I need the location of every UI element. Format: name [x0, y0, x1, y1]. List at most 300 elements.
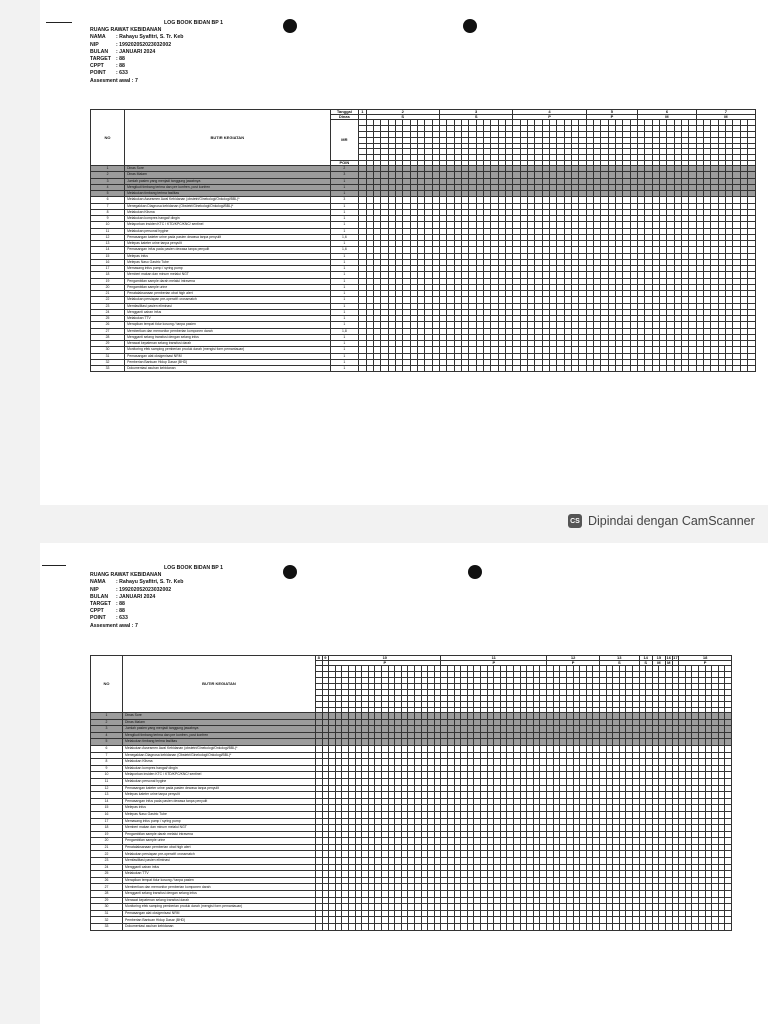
tally-cell [441, 884, 448, 891]
tally-cell [375, 726, 382, 733]
tally-cell [480, 798, 487, 805]
tally-cell [348, 904, 355, 911]
assessment-text: Assesment awal : 7 [90, 622, 138, 629]
tally-cell [553, 713, 560, 720]
row-number: 18 [91, 272, 125, 278]
tally-cell [639, 877, 646, 884]
tally-cell [533, 745, 540, 752]
tally-cell [606, 877, 613, 884]
tally-cell [599, 752, 606, 759]
tally-cell [520, 778, 527, 785]
tally-cell [580, 877, 587, 884]
tally-cell [494, 752, 501, 759]
tally-cell [566, 798, 573, 805]
tally-cell [355, 726, 362, 733]
tally-cell [395, 719, 402, 726]
tally-cell [593, 818, 600, 825]
tally-cell [454, 831, 461, 838]
tally-cell [513, 818, 520, 825]
tally-cell [712, 825, 719, 832]
tally-cell [408, 811, 415, 818]
row-activity: Merapikan tempat tidur kosong / tanpa pasien [125, 322, 330, 328]
tally-cell [593, 825, 600, 832]
tally-cell [395, 713, 402, 720]
tally-cell [613, 778, 620, 785]
tally-cell [454, 864, 461, 871]
tally-cell [454, 792, 461, 799]
tally-cell [401, 825, 408, 832]
tally-cell [454, 798, 461, 805]
tally-cell [557, 366, 564, 372]
tally-cell [705, 838, 712, 845]
tally-cell [441, 825, 448, 832]
header-field-value: : 199202052023032002 [116, 586, 172, 593]
tally-cell [679, 825, 686, 832]
header-poin: POIN [330, 161, 359, 166]
tally-cell [395, 858, 402, 865]
tally-cell [507, 871, 514, 878]
tally-cell [441, 811, 448, 818]
tally-cell [368, 726, 375, 733]
tally-cell [454, 811, 461, 818]
tally-cell [316, 897, 323, 904]
date-header: 17 [673, 655, 678, 660]
tally-cell [388, 752, 395, 759]
row-activity: Melakukan kompres hangat/ dingin [123, 765, 316, 772]
tally-cell [375, 884, 382, 891]
tally-cell [355, 910, 362, 917]
tally-cell [362, 745, 369, 752]
tally-cell [487, 792, 494, 799]
tally-cell [388, 778, 395, 785]
tally-cell [613, 785, 620, 792]
tally-cell [355, 864, 362, 871]
date-header: 14 [639, 656, 652, 661]
tally-cell [712, 713, 719, 720]
tally-cell [712, 838, 719, 845]
tally-cell [639, 778, 646, 785]
tally-cell [626, 745, 633, 752]
tally-cell [362, 811, 369, 818]
tally-cell [599, 778, 606, 785]
tally-cell [448, 904, 455, 911]
tally-cell [362, 772, 369, 779]
tally-cell [573, 858, 580, 865]
tally-cell [421, 726, 428, 733]
tally-cell [487, 759, 494, 766]
tally-cell [342, 891, 349, 898]
tally-cell [639, 805, 646, 812]
tally-cell [659, 864, 666, 871]
tally-cell [368, 772, 375, 779]
tally-cell [725, 871, 732, 878]
shift-header: P [441, 661, 547, 666]
tally-cell [513, 726, 520, 733]
tally-cell [646, 752, 653, 759]
tally-cell [527, 884, 534, 891]
tally-cell [619, 785, 626, 792]
tally-cell [348, 805, 355, 812]
camscanner-watermark [568, 514, 755, 528]
tally-cell [674, 366, 681, 372]
tally-cell [619, 713, 626, 720]
tally-cell [679, 811, 686, 818]
tally-cell [632, 884, 639, 891]
tally-cell [692, 732, 699, 739]
tally-cell [580, 825, 587, 832]
tally-cell [672, 739, 679, 746]
tally-cell [474, 825, 481, 832]
tally-cell [646, 904, 653, 911]
tally-cell [698, 732, 705, 739]
tally-cell [401, 726, 408, 733]
tally-cell [322, 732, 329, 739]
tally-cell [586, 805, 593, 812]
tally-cell [667, 366, 674, 372]
row-activity: Mengganti selang transfusi dengan selang infus [123, 891, 316, 898]
tally-cell [388, 904, 395, 911]
tally-cell [712, 904, 719, 911]
tally-cell [474, 726, 481, 733]
tally-cell [487, 778, 494, 785]
tally-cell [454, 825, 461, 832]
row-activity: Monitoring efek samping pemberian produk darah (mengisi form pemantauan) [125, 347, 330, 353]
tally-cell [461, 785, 468, 792]
tally-cell [665, 897, 672, 904]
tally-cell [434, 752, 441, 759]
tally-cell [507, 904, 514, 911]
tally-cell [725, 838, 732, 845]
tally-cell [692, 798, 699, 805]
tally-cell [613, 904, 620, 911]
tally-cell [454, 891, 461, 898]
tally-cell [632, 844, 639, 851]
tally-cell [414, 792, 421, 799]
row-number: 29 [91, 897, 123, 904]
tally-cell [441, 818, 448, 825]
tally-cell [395, 745, 402, 752]
header-field [90, 579, 223, 586]
tally-cell [560, 765, 567, 772]
tally-cell [579, 366, 586, 372]
row-activity: Pemasangan kateter urine pada pasien dewasa tanpa penyulit [123, 785, 316, 792]
table-row [91, 772, 732, 779]
row-number: 10 [91, 222, 125, 228]
tally-cell [712, 792, 719, 799]
tally-cell [500, 851, 507, 858]
tally-cell [632, 732, 639, 739]
tally-cell [342, 798, 349, 805]
tally-cell [560, 904, 567, 911]
tally-cell [494, 785, 501, 792]
tally-cell [474, 877, 481, 884]
row-poin: 1 [330, 291, 359, 297]
tally-cell [698, 745, 705, 752]
tally-cell [348, 825, 355, 832]
row-poin: 1 [330, 303, 359, 309]
tally-cell [540, 792, 547, 799]
tally-cell [428, 759, 435, 766]
tally-cell [639, 884, 646, 891]
tally-cell [560, 871, 567, 878]
tally-cell [619, 877, 626, 884]
tally-cell [513, 884, 520, 891]
tally-cell [362, 732, 369, 739]
tally-cell [593, 838, 600, 845]
tally-cell [586, 772, 593, 779]
tally-cell [665, 713, 672, 720]
header-field-label: POINT [90, 70, 106, 77]
tally-cell [718, 713, 725, 720]
tally-cell [646, 713, 653, 720]
tally-cell [689, 366, 696, 372]
tally-cell [428, 858, 435, 865]
header-field-label: TARGET [90, 56, 111, 63]
tally-cell [500, 745, 507, 752]
punch-hole [283, 565, 297, 579]
tally-cell [448, 778, 455, 785]
tally-cell [322, 713, 329, 720]
tally-cell [599, 785, 606, 792]
tally-cell [401, 844, 408, 851]
tally-cell [725, 805, 732, 812]
tally-cell [329, 910, 336, 917]
tally-cell [619, 732, 626, 739]
row-number: 28 [91, 891, 123, 898]
tally-cell [401, 858, 408, 865]
tally-cell [467, 765, 474, 772]
tally-cell [494, 884, 501, 891]
tally-cell [428, 785, 435, 792]
tally-cell [547, 785, 554, 792]
tally-cell [712, 778, 719, 785]
tally-cell [355, 719, 362, 726]
tally-cell [414, 838, 421, 845]
tally-cell [428, 792, 435, 799]
tally-cell [425, 366, 432, 372]
tally-cell [692, 739, 699, 746]
tally-cell [639, 726, 646, 733]
tally-cell [547, 759, 554, 766]
tally-cell [494, 765, 501, 772]
tally-cell [500, 897, 507, 904]
tally-cell [685, 772, 692, 779]
tally-cell [533, 858, 540, 865]
tally-cell [428, 825, 435, 832]
tally-cell [665, 765, 672, 772]
tally-cell [672, 877, 679, 884]
tally-cell [659, 798, 666, 805]
tally-cell [685, 858, 692, 865]
tally-cell [692, 838, 699, 845]
tally-cell [705, 726, 712, 733]
row-poin: 1 [330, 347, 359, 353]
tally-cell [679, 713, 686, 720]
tally-cell [632, 858, 639, 865]
tally-cell [566, 871, 573, 878]
tally-cell [316, 844, 323, 851]
tally-cell [679, 752, 686, 759]
row-activity: Melakukan timbang terima fasilitas [125, 191, 330, 197]
tally-cell [467, 904, 474, 911]
tally-cell [480, 910, 487, 917]
tally-cell [414, 759, 421, 766]
tally-cell [448, 910, 455, 917]
tally-cell [428, 884, 435, 891]
tally-cell [454, 858, 461, 865]
tally-cell [348, 778, 355, 785]
tally-cell [414, 772, 421, 779]
tally-cell [698, 772, 705, 779]
tally-cell [513, 844, 520, 851]
tally-cell [626, 752, 633, 759]
header-field-value: : 633 [116, 615, 128, 622]
row-activity: Melakukan Klisma [125, 209, 330, 215]
tally-cell [613, 871, 620, 878]
tally-cell [613, 844, 620, 851]
tally-cell [362, 818, 369, 825]
tally-cell [632, 891, 639, 898]
tally-cell [712, 851, 719, 858]
tally-cell [507, 745, 514, 752]
tally-cell [316, 752, 323, 759]
tally-cell [362, 884, 369, 891]
tally-cell [672, 792, 679, 799]
tally-cell [368, 759, 375, 766]
tally-cell [692, 891, 699, 898]
tally-cell [613, 765, 620, 772]
tally-cell [439, 366, 446, 372]
tally-cell [718, 877, 725, 884]
tally-cell [480, 719, 487, 726]
tally-cell [527, 897, 534, 904]
row-number: 8 [91, 759, 123, 766]
tally-cell [573, 825, 580, 832]
tally-cell [547, 778, 554, 785]
tally-cell [355, 877, 362, 884]
tally-cell [322, 811, 329, 818]
tally-cell [454, 818, 461, 825]
tally-cell [672, 844, 679, 851]
tally-cell [381, 838, 388, 845]
tally-cell [593, 785, 600, 792]
tally-cell [533, 772, 540, 779]
tally-cell [480, 778, 487, 785]
row-activity: Memberikan dan memonitor pemberian komponen darah [125, 328, 330, 334]
tally-cell [725, 785, 732, 792]
tally-cell [646, 877, 653, 884]
tally-cell [395, 844, 402, 851]
tally-cell [712, 732, 719, 739]
tally-cell [454, 785, 461, 792]
tally-cell [467, 805, 474, 812]
tally-cell [692, 772, 699, 779]
tally-cell [500, 877, 507, 884]
document-title: LOG BOOK BIDAN BP 1 [164, 20, 223, 26]
tally-cell [362, 844, 369, 851]
tally-cell [348, 785, 355, 792]
tally-cell [626, 792, 633, 799]
tally-cell [368, 884, 375, 891]
tally-cell [375, 805, 382, 812]
tally-cell [348, 752, 355, 759]
table-row [91, 851, 732, 858]
tally-cell [520, 732, 527, 739]
tally-cell [652, 778, 659, 785]
tally-cell [474, 752, 481, 759]
row-number: 5 [91, 191, 125, 197]
tally-cell [626, 805, 633, 812]
tally-cell [586, 719, 593, 726]
tally-cell [461, 897, 468, 904]
tally-cell [580, 739, 587, 746]
tally-cell [718, 732, 725, 739]
tally-cell [540, 772, 547, 779]
tally-cell [487, 884, 494, 891]
tally-cell [599, 732, 606, 739]
row-number: 21 [91, 291, 125, 297]
tally-cell [342, 792, 349, 799]
row-activity: Dinas Malam [125, 172, 330, 178]
tally-cell [461, 772, 468, 779]
tally-cell [725, 798, 732, 805]
tally-cell [547, 831, 554, 838]
tally-cell [665, 884, 672, 891]
tally-cell [540, 745, 547, 752]
tally-cell [652, 785, 659, 792]
tally-cell [685, 851, 692, 858]
tally-cell [705, 759, 712, 766]
tally-cell [428, 851, 435, 858]
tally-cell [560, 818, 567, 825]
tally-cell [395, 798, 402, 805]
tally-cell [381, 844, 388, 851]
tally-cell [480, 726, 487, 733]
row-poin: 1 [330, 341, 359, 347]
tally-cell [665, 864, 672, 871]
tally-cell [619, 851, 626, 858]
tally-cell [342, 851, 349, 858]
tally-cell [421, 910, 428, 917]
tally-cell [705, 904, 712, 911]
tally-cell [599, 792, 606, 799]
unit-name: RUANG RAWAT KEBIDANAN [90, 572, 162, 579]
tally-cell [395, 891, 402, 898]
tally-cell [547, 798, 554, 805]
date-header: 13 [599, 656, 639, 661]
tally-cell [659, 884, 666, 891]
tally-cell [316, 825, 323, 832]
tally-cell [540, 726, 547, 733]
tally-cell [547, 884, 554, 891]
tally-cell [711, 366, 718, 372]
shift-header: P [547, 661, 600, 666]
tally-cell [527, 745, 534, 752]
tally-cell [593, 891, 600, 898]
tally-cell [533, 844, 540, 851]
tally-cell [368, 891, 375, 898]
tally-cell [375, 838, 382, 845]
tally-cell [580, 719, 587, 726]
tally-cell [441, 891, 448, 898]
tally-cell [441, 772, 448, 779]
tally-cell [513, 831, 520, 838]
tally-cell [329, 825, 336, 832]
tally-cell [586, 825, 593, 832]
tally-cell [474, 713, 481, 720]
tally-cell [566, 732, 573, 739]
tally-cell [513, 778, 520, 785]
